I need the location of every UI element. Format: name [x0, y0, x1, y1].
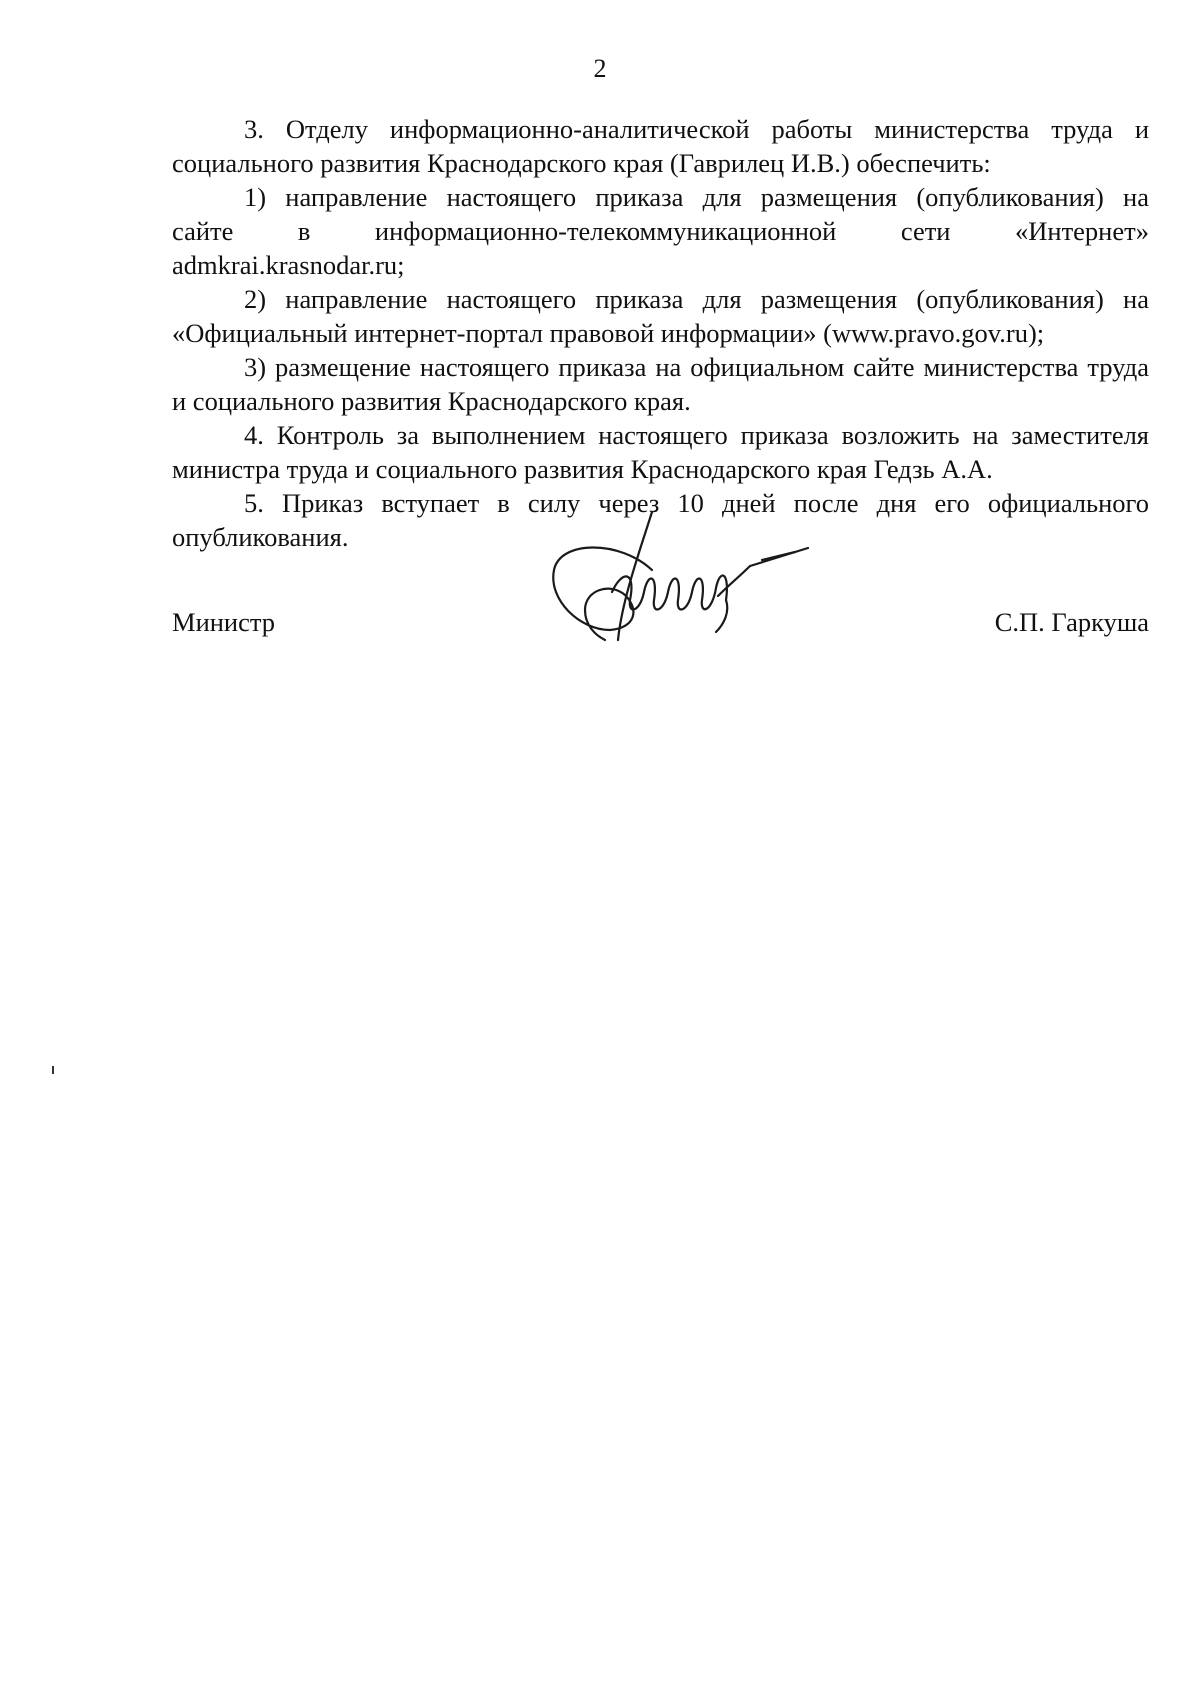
paragraph-3-1-line-3: admkrai.krasnodar.ru; — [172, 250, 405, 280]
paragraph-5: 5. Приказ вступает в силу через 10 дней после дня его официального опубликования. — [172, 488, 1149, 552]
paragraph-3-2: 2) направление настоящего приказа для размещения (опубликования) на «Официальный интернет-портал правовой информации» (www.pravo.gov.ru); — [172, 284, 1149, 348]
paragraph-3-3: 3) размещение настоящего приказа на официальном сайте министерства труда и социального развития Краснодарского края. — [172, 352, 1149, 416]
signatory-title: Министр — [172, 607, 276, 637]
word-internet: «Интернет» — [1015, 216, 1149, 246]
word-network: сети — [900, 216, 951, 246]
paragraph-4: 4. Контроль за выполнением настоящего приказа возложить на заместителя министра труда и социального развития Краснодарского края Гедзь А.А. — [172, 420, 1149, 484]
scan-artifact-mark — [52, 1066, 54, 1074]
paragraph-3: 3. Отделу информационно-аналитической работы министерства труда и социального развития Краснодарского края (Гаврилец И.В.) обеспечить: — [172, 114, 1149, 178]
handwritten-signature — [540, 500, 840, 660]
word-site: сайте — [172, 216, 234, 246]
page-number: 2 — [593, 54, 607, 83]
document-body — [172, 112, 1149, 554]
signatory-name: С.П. Гаркуша — [994, 607, 1149, 637]
paragraph-3-1-line-1: 1) направление настоящего приказа для размещения (опубликования) на — [244, 182, 1149, 212]
paragraph-3-1-line-2 — [172, 214, 1149, 248]
word-infotelecom: информационно-телекоммуникационной — [374, 216, 837, 246]
word-in: в — [297, 216, 311, 246]
